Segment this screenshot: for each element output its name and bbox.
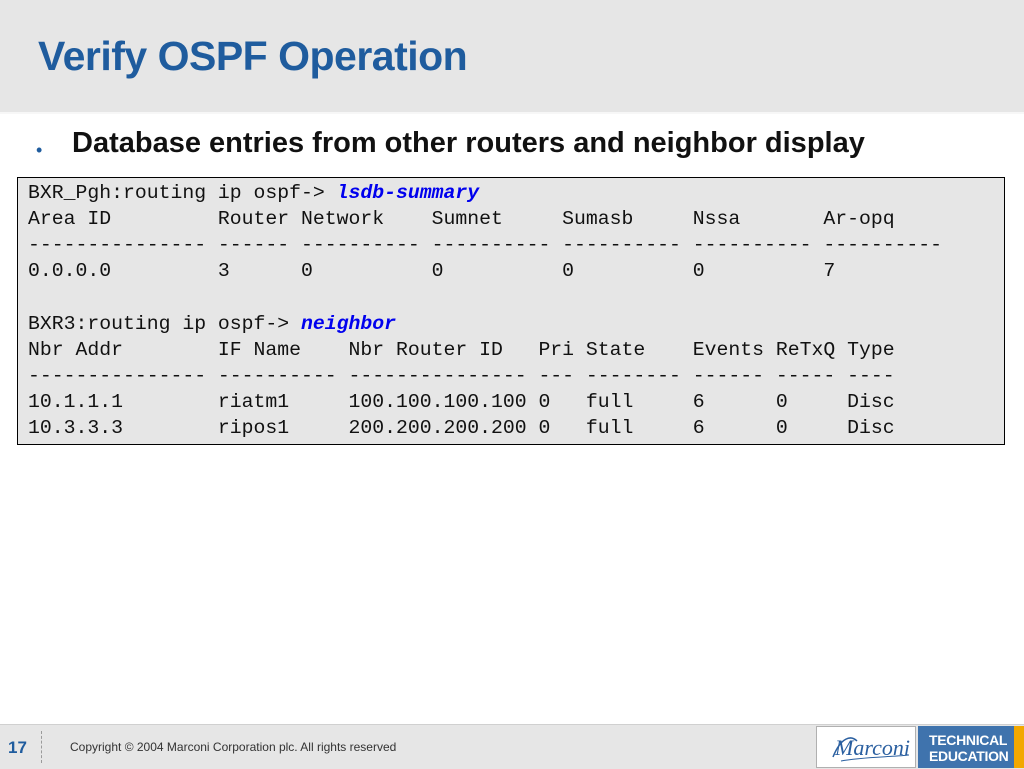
bullet-icon: • — [36, 140, 43, 160]
footer-separator — [41, 731, 42, 763]
neighbor-table-row: 10.3.3.3 ripos1 200.200.200.200 0 full 6 0 Disc — [28, 417, 895, 439]
lsdb-table-header: Area ID Router Network Sumnet Sumasb Nssa Ar-opq — [28, 208, 895, 230]
neighbor-table-divider: --------------- ---------- --------------- --- -------- ------ ----- ---- — [28, 365, 895, 387]
neighbor-table-row: 10.1.1.1 riatm1 100.100.100.100 0 full 6 0 Disc — [28, 391, 895, 413]
slide-title: Verify OSPF Operation — [38, 33, 468, 79]
terminal-prompt: BXR_Pgh:routing ip ospf-> — [28, 182, 337, 204]
lsdb-table-divider: --------------- ------ ---------- ---------- ---------- ---------- ---------- — [28, 234, 943, 256]
terminal-output — [17, 177, 1005, 445]
technical-education-badge — [918, 726, 1014, 768]
page-number: 17 — [8, 738, 27, 757]
copyright-notice: Copyright © 2004 Marconi Corporation plc. All rights reserved — [70, 740, 397, 754]
marconi-logo — [816, 726, 916, 768]
badge-line-1: TECHNICAL — [929, 732, 1008, 748]
terminal-command-line-lsdb — [28, 180, 479, 206]
badge-line-2: EDUCATION — [929, 748, 1009, 764]
logo-text: Marconi — [835, 735, 910, 760]
terminal-command: neighbor — [301, 313, 396, 335]
terminal-command: lsdb-summary — [336, 182, 480, 204]
accent-strip — [1014, 726, 1024, 768]
terminal-command-line-neighbor — [28, 311, 396, 337]
neighbor-table-header: Nbr Addr IF Name Nbr Router ID Pri State Events ReTxQ Type — [28, 339, 895, 361]
header-divider — [0, 112, 1024, 114]
terminal-prompt: BXR3:routing ip ospf-> — [28, 313, 302, 335]
lsdb-table-row: 0.0.0.0 3 0 0 0 0 7 — [28, 260, 836, 282]
bullet-text: Database entries from other routers and neighbor display — [72, 127, 865, 159]
